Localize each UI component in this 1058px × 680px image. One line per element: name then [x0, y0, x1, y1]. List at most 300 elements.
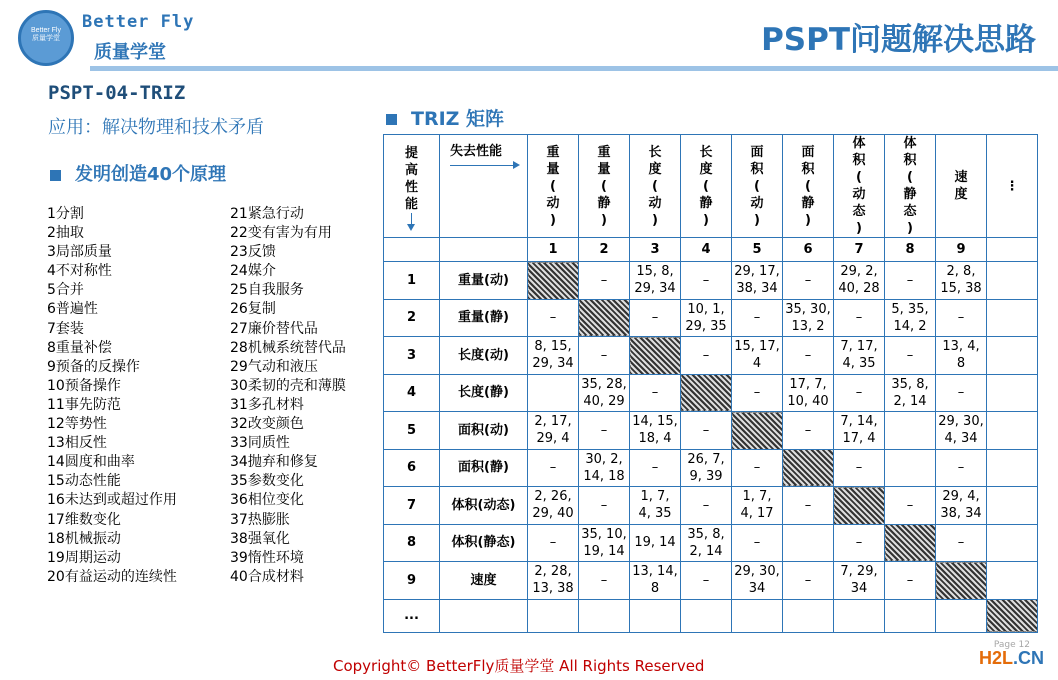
principle-item: 23反馈 — [230, 244, 276, 261]
column-header-char: ) — [754, 212, 760, 228]
matrix-cell — [783, 562, 834, 600]
matrix-cell-line: – — [804, 497, 812, 513]
column-header-char: 积 — [801, 161, 815, 177]
matrix-cell-line: 4, 34 — [944, 431, 978, 447]
matrix-cell — [528, 562, 579, 600]
principle-item: 25自我服务 — [230, 282, 304, 299]
column-header — [528, 135, 579, 238]
logo-badge-bottom: 质量学堂 — [32, 35, 60, 42]
principle-item: 11事先防范 — [47, 396, 121, 413]
principle-item: 20有益运动的连续性 — [47, 568, 177, 585]
column-header-char: 态 — [903, 204, 917, 219]
matrix-cell-line: 15, 8, — [636, 264, 674, 280]
matrix-cell — [528, 299, 579, 337]
matrix-cell — [936, 412, 987, 450]
matrix-cell — [732, 337, 783, 375]
principle-item: 31多孔材料 — [230, 396, 304, 413]
matrix-cell-line: 30, 2, — [585, 451, 623, 467]
principle-item: 33同质性 — [230, 435, 290, 452]
matrix-cell — [834, 337, 885, 375]
row-number: 2 — [384, 299, 440, 337]
corner-improve-char: 提 — [404, 146, 418, 161]
matrix-cell — [783, 299, 834, 337]
principle-item: 2抽取 — [47, 225, 84, 242]
column-header-char: ) — [856, 221, 862, 236]
diagonal-hatch-cell — [936, 562, 987, 600]
logo-badge-top: Better Fly — [31, 27, 61, 34]
matrix-cell — [681, 412, 732, 450]
principle-item: 15动态性能 — [47, 473, 121, 490]
matrix-heading — [386, 104, 504, 131]
corner-lose-label — [440, 135, 528, 238]
matrix-cell — [936, 262, 987, 300]
principle-item: 36相位变化 — [230, 492, 304, 509]
column-header — [732, 135, 783, 238]
column-header-char: 度 — [648, 161, 662, 177]
matrix-cell-line: 8 — [956, 356, 966, 372]
diagonal-hatch-cell — [579, 299, 630, 337]
principle-item: 27廉价替代品 — [230, 320, 318, 337]
matrix-cell-line: – — [906, 497, 914, 513]
principle-item: 9预备的反操作 — [47, 358, 140, 375]
matrix-cell-line: – — [600, 347, 608, 363]
matrix-cell — [732, 524, 783, 562]
column-header-char: ⋮ — [1005, 178, 1019, 194]
matrix-cell-line: 7, 14, — [840, 414, 878, 430]
column-header — [783, 135, 834, 238]
matrix-number-row — [384, 238, 1038, 262]
column-header-char: 动 — [750, 195, 764, 211]
diagonal-hatch-cell — [885, 524, 936, 562]
diagonal-hatch-cell — [630, 337, 681, 375]
column-header-char: 量 — [597, 161, 611, 177]
matrix-cell — [630, 524, 681, 562]
matrix-cell — [630, 412, 681, 450]
matrix-cell-line: – — [957, 310, 965, 326]
row-number: 8 — [384, 524, 440, 562]
principle-item: 16未达到或超过作用 — [47, 492, 177, 509]
matrix-cell-line: – — [906, 347, 914, 363]
row-number: 3 — [384, 337, 440, 375]
matrix-row — [384, 524, 1038, 562]
matrix-cell — [528, 374, 579, 412]
watermark-part-b: .CN — [1013, 648, 1044, 668]
column-header-char: 量 — [546, 161, 560, 177]
principle-item: 7套装 — [47, 320, 84, 337]
column-header-char: 长 — [699, 144, 713, 160]
matrix-header-row — [384, 135, 1038, 238]
blank-cell — [440, 238, 528, 262]
matrix-cell-line: – — [753, 385, 761, 401]
matrix-cell — [630, 262, 681, 300]
matrix-cell — [987, 487, 1038, 525]
application-text: 应用：解决物理和技术矛盾 — [48, 117, 264, 138]
row-number: 6 — [384, 449, 440, 487]
matrix-cell-line: 35, 8, — [687, 526, 725, 542]
matrix-cell — [528, 412, 579, 450]
row-name: 体积(静态) — [440, 524, 528, 562]
column-number: 9 — [936, 238, 987, 262]
matrix-cell-line: 35, 10, — [581, 526, 627, 542]
column-number: 8 — [885, 238, 936, 262]
row-number: 4 — [384, 374, 440, 412]
matrix-row — [384, 299, 1038, 337]
matrix-cell-line: 38, 34 — [940, 506, 982, 522]
column-header-char: 体 — [852, 136, 866, 151]
matrix-cell — [681, 599, 732, 632]
row-name: 速度 — [440, 562, 528, 600]
principle-item: 37热膨胀 — [230, 511, 290, 528]
principles-list-2 — [230, 205, 346, 587]
matrix-cell-line: – — [549, 460, 557, 476]
principle-item: 28机械系统替代品 — [230, 339, 346, 356]
column-header-char: ( — [907, 170, 913, 185]
column-header-char: ( — [601, 178, 607, 194]
matrix-cell — [630, 449, 681, 487]
matrix-cell-line: 29, 40 — [532, 506, 574, 522]
matrix-cell — [681, 524, 732, 562]
principle-item: 12等势性 — [47, 416, 107, 433]
diagonal-hatch-cell — [834, 487, 885, 525]
matrix-cell — [885, 299, 936, 337]
column-header-char: 度 — [699, 161, 713, 177]
column-header-char: ( — [550, 178, 556, 194]
matrix-cell — [579, 374, 630, 412]
matrix-cell — [783, 262, 834, 300]
matrix-cell-line: – — [957, 460, 965, 476]
row-name: 体积(动态) — [440, 487, 528, 525]
matrix-cell-line: 17, 4 — [842, 431, 876, 447]
principles-heading — [50, 160, 226, 186]
matrix-cell — [732, 374, 783, 412]
matrix-cell — [732, 562, 783, 600]
matrix-cell-line: 13, 4, — [942, 339, 980, 355]
matrix-cell — [987, 262, 1038, 300]
principle-item: 39惰性环境 — [230, 549, 304, 566]
matrix-cell-line: 29, 35 — [685, 318, 727, 334]
matrix-cell-line: 15, 38 — [940, 281, 982, 297]
principle-item: 40合成材料 — [230, 568, 304, 585]
matrix-cell-line: 9, 39 — [689, 468, 723, 484]
matrix-cell-line: – — [651, 460, 659, 476]
matrix-cell-line: 40, 29 — [583, 393, 625, 409]
matrix-cell — [579, 524, 630, 562]
principle-item: 17维数变化 — [47, 511, 121, 528]
principle-item: 34抛弃和修复 — [230, 454, 318, 471]
matrix-cell-line: – — [702, 272, 710, 288]
column-header-char: 积 — [750, 161, 764, 177]
matrix-cell — [936, 487, 987, 525]
matrix-cell-line: 34 — [850, 581, 868, 597]
principles-list-1 — [47, 205, 177, 587]
column-header-char: ) — [805, 212, 811, 228]
matrix-cell — [987, 374, 1038, 412]
matrix-cell — [885, 487, 936, 525]
column-header — [987, 135, 1038, 238]
matrix-cell-line: 29, 2, — [840, 264, 878, 280]
matrix-cell-line: – — [600, 422, 608, 438]
matrix-cell — [936, 449, 987, 487]
matrix-cell — [987, 524, 1038, 562]
matrix-cell-line: – — [600, 572, 608, 588]
matrix-cell — [732, 449, 783, 487]
matrix-cell-line: – — [702, 572, 710, 588]
matrix-cell-line: – — [855, 460, 863, 476]
row-name — [440, 599, 528, 632]
matrix-cell-line: 13, 14, — [632, 564, 678, 580]
row-name: 重量(静) — [440, 299, 528, 337]
matrix-cell — [681, 337, 732, 375]
matrix-cell-line: 8 — [650, 581, 660, 597]
corner-lose-text: 失去性能 — [450, 144, 503, 159]
principle-item: 22变有害为有用 — [230, 225, 332, 242]
matrix-cell-line: – — [549, 535, 557, 551]
matrix-cell-line: 29, 17, — [734, 264, 780, 280]
matrix-cell-line: 10, 40 — [787, 393, 829, 409]
principle-item: 4不对称性 — [47, 263, 112, 280]
matrix-cell-line: 29, 30, — [734, 564, 780, 580]
matrix-cell-line: – — [549, 310, 557, 326]
matrix-cell-line: 2, 8, — [946, 264, 976, 280]
matrix-cell-line: – — [753, 535, 761, 551]
principle-item: 6普遍性 — [47, 301, 98, 318]
matrix-cell — [783, 487, 834, 525]
matrix-row — [384, 562, 1038, 600]
matrix-cell-line: 1, 7, — [742, 489, 772, 505]
matrix-cell — [885, 337, 936, 375]
matrix-cell — [936, 374, 987, 412]
matrix-row — [384, 412, 1038, 450]
row-name: 长度(动) — [440, 337, 528, 375]
column-header-char: 积 — [903, 153, 917, 168]
matrix-cell-line: 40, 28 — [838, 281, 880, 297]
column-header-char: 长 — [648, 144, 662, 160]
diagonal-hatch-cell — [732, 412, 783, 450]
matrix-cell-line: – — [957, 535, 965, 551]
matrix-cell — [630, 374, 681, 412]
row-name: 面积(动) — [440, 412, 528, 450]
column-header-char: ) — [601, 212, 607, 228]
matrix-row — [384, 487, 1038, 525]
column-header-char: ( — [805, 178, 811, 194]
matrix-row — [384, 599, 1038, 632]
column-number: 2 — [579, 238, 630, 262]
matrix-cell — [732, 299, 783, 337]
slide-title: PSPT问题解决思路 — [761, 22, 1036, 58]
matrix-cell-line: – — [804, 272, 812, 288]
matrix-cell-line: 38, 34 — [736, 281, 778, 297]
matrix-cell — [630, 562, 681, 600]
principle-item: 1分割 — [47, 206, 84, 222]
matrix-cell-line: 18, 4 — [638, 431, 672, 447]
column-header-char: ( — [856, 170, 862, 185]
matrix-cell — [885, 599, 936, 632]
column-number: 5 — [732, 238, 783, 262]
column-header-char: 速 — [954, 170, 968, 185]
matrix-cell — [630, 299, 681, 337]
principle-item: 3局部质量 — [47, 244, 112, 261]
column-header-char: ( — [754, 178, 760, 194]
column-number: 7 — [834, 238, 885, 262]
principle-item: 29气动和液压 — [230, 358, 318, 375]
matrix-cell — [987, 337, 1038, 375]
principle-item: 21紧急行动 — [230, 206, 304, 222]
matrix-cell — [579, 449, 630, 487]
principle-item: 10预备操作 — [47, 377, 121, 394]
matrix-cell — [630, 487, 681, 525]
matrix-cell — [987, 299, 1038, 337]
row-number: 1 — [384, 262, 440, 300]
diagonal-hatch-cell — [783, 449, 834, 487]
matrix-cell — [528, 337, 579, 375]
matrix-cell — [528, 599, 579, 632]
column-header-char: 度 — [954, 187, 968, 202]
matrix-cell — [681, 262, 732, 300]
matrix-cell — [783, 524, 834, 562]
matrix-cell-line: 29, 4 — [536, 431, 570, 447]
matrix-cell — [732, 599, 783, 632]
column-header-char: ) — [550, 212, 556, 228]
matrix-cell — [834, 449, 885, 487]
watermark-part-a: H2L — [978, 648, 1013, 668]
matrix-cell — [681, 562, 732, 600]
matrix-cell — [885, 562, 936, 600]
matrix-cell-line: 29, 34 — [634, 281, 676, 297]
principle-item: 24媒介 — [230, 263, 276, 280]
right-arrow-icon — [450, 165, 518, 166]
column-header-char: 重 — [597, 144, 611, 160]
matrix-row — [384, 337, 1038, 375]
matrix-row — [384, 374, 1038, 412]
column-header-char: 静 — [801, 195, 815, 211]
matrix-cell-line: 10, 1, — [687, 301, 725, 317]
matrix-cell-line: – — [702, 497, 710, 513]
matrix-cell — [834, 262, 885, 300]
matrix-cell — [783, 374, 834, 412]
matrix-cell-line: 14, 18 — [583, 468, 625, 484]
row-name: 面积(静) — [440, 449, 528, 487]
matrix-cell — [834, 562, 885, 600]
matrix-cell-line: 2, 26, — [534, 489, 572, 505]
logo-name: Better Fly — [82, 12, 195, 32]
matrix-cell-line: 13, 2 — [791, 318, 825, 334]
blank-cell — [384, 238, 440, 262]
principle-item: 19周期运动 — [47, 549, 121, 566]
column-header-char: 静 — [699, 195, 713, 211]
matrix-cell-line: 34 — [748, 581, 766, 597]
matrix-cell — [579, 262, 630, 300]
down-arrow-icon — [411, 213, 412, 227]
matrix-cell — [528, 449, 579, 487]
matrix-cell-line: – — [804, 422, 812, 438]
matrix-cell — [885, 412, 936, 450]
page-number: Page 12 — [993, 640, 1030, 650]
matrix-cell — [732, 262, 783, 300]
matrix-cell — [885, 262, 936, 300]
principle-item: 5合并 — [47, 282, 84, 299]
bullet-square-icon — [386, 114, 397, 125]
matrix-cell-line: 19, 14 — [583, 543, 625, 559]
matrix-cell — [936, 524, 987, 562]
matrix-cell-line: 1, 7, — [640, 489, 670, 505]
column-header-char: ( — [652, 178, 658, 194]
column-header — [579, 135, 630, 238]
column-number: 4 — [681, 238, 732, 262]
column-header-char: 重 — [546, 144, 560, 160]
matrix-cell-line: – — [855, 385, 863, 401]
column-header-char: 态 — [852, 204, 866, 219]
matrix-cell-line: 29, 34 — [532, 356, 574, 372]
matrix-cell — [579, 562, 630, 600]
column-header-char: ) — [652, 212, 658, 228]
matrix-cell-line: 4 — [752, 356, 762, 372]
matrix-cell-line: 17, 7, — [789, 376, 827, 392]
matrix-cell-line: – — [600, 272, 608, 288]
triz-matrix-table — [383, 134, 1038, 633]
site-watermark — [979, 648, 1044, 669]
matrix-cell-line: 2, 17, — [534, 414, 572, 430]
column-header-char: 动 — [648, 195, 662, 211]
row-number: 5 — [384, 412, 440, 450]
column-header-char: ) — [703, 212, 709, 228]
column-header-char: 积 — [852, 153, 866, 168]
matrix-cell-line: 2, 14 — [689, 543, 723, 559]
matrix-cell — [834, 374, 885, 412]
matrix-cell — [987, 562, 1038, 600]
matrix-cell-line: – — [906, 572, 914, 588]
matrix-cell-line: 8, 15, — [534, 339, 572, 355]
matrix-cell-line: – — [753, 460, 761, 476]
matrix-cell — [681, 299, 732, 337]
matrix-cell-line: – — [906, 272, 914, 288]
matrix-cell — [528, 524, 579, 562]
principle-item: 18机械振动 — [47, 530, 121, 547]
principle-item: 26复制 — [230, 301, 276, 318]
matrix-cell-line: 4, 35 — [842, 356, 876, 372]
principle-item: 32改变颜色 — [230, 416, 304, 433]
matrix-cell-line: 29, 4, — [942, 489, 980, 505]
matrix-cell — [732, 487, 783, 525]
column-header-char: 动 — [546, 195, 560, 211]
matrix-cell — [528, 487, 579, 525]
matrix-cell-line: 7, 17, — [840, 339, 878, 355]
matrix-cell-line: – — [855, 310, 863, 326]
principle-item: 35参数变化 — [230, 473, 304, 490]
column-header-char: 面 — [801, 144, 815, 160]
matrix-cell — [630, 599, 681, 632]
matrix-cell-line: – — [702, 347, 710, 363]
matrix-cell — [936, 337, 987, 375]
matrix-cell — [579, 599, 630, 632]
matrix-cell-line: 29, 30, — [938, 414, 984, 430]
row-number: ... — [384, 599, 440, 632]
column-header-char: 动 — [852, 187, 866, 202]
copyright-footer: Copyright© BetterFly质量学堂 All Rights Reserved — [333, 657, 705, 675]
matrix-cell — [579, 412, 630, 450]
principles-heading-text: 发明创造40个原理 — [75, 164, 227, 185]
corner-improve-char: 高 — [404, 163, 418, 178]
column-header — [630, 135, 681, 238]
matrix-cell — [834, 412, 885, 450]
row-name: 长度(静) — [440, 374, 528, 412]
matrix-cell-line: 35, 30, — [785, 301, 831, 317]
principle-item: 14圆度和曲率 — [47, 454, 135, 471]
matrix-cell-line: – — [855, 535, 863, 551]
matrix-cell-line: – — [651, 310, 659, 326]
row-name: 重量(动) — [440, 262, 528, 300]
matrix-cell-line: – — [600, 497, 608, 513]
principle-item: 13相反性 — [47, 435, 107, 452]
